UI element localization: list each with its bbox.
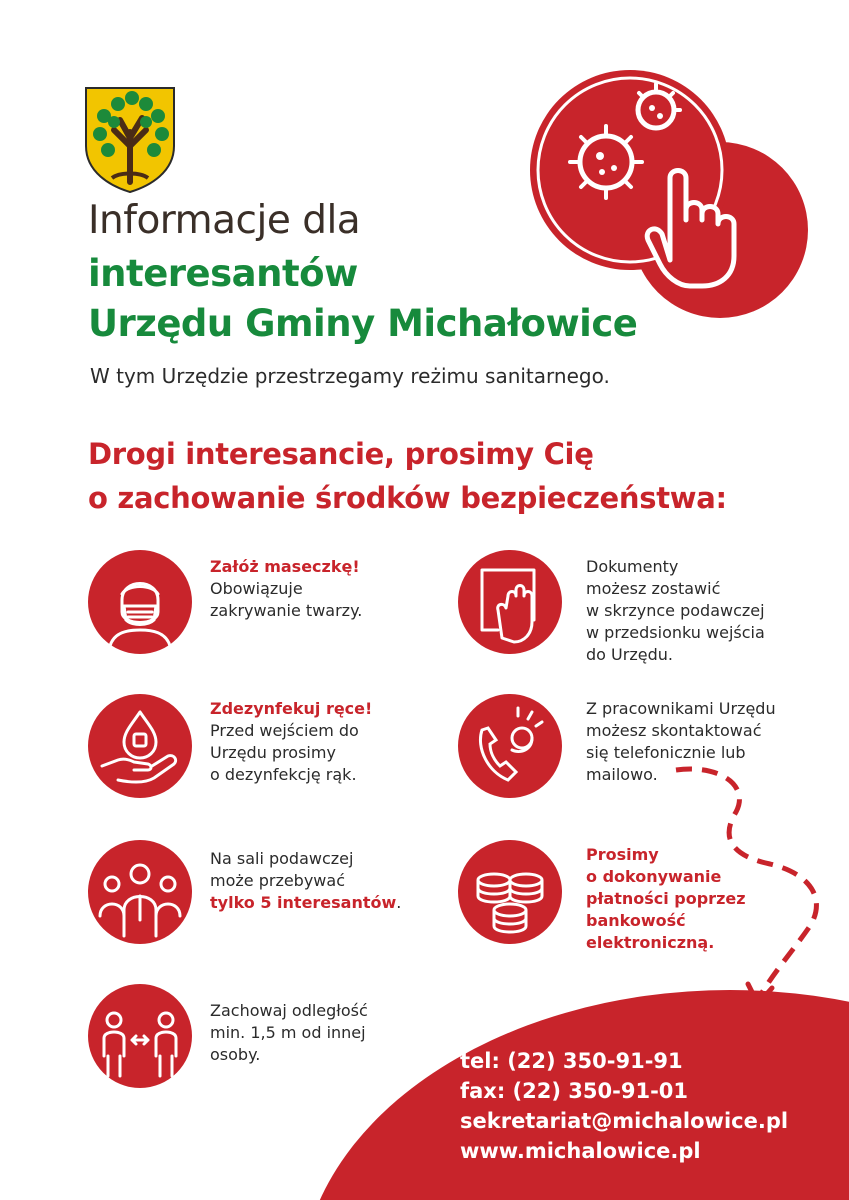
item-documents-line: do Urzędu. — [586, 645, 673, 664]
contact-fax: fax: (22) 350-91-01 — [460, 1079, 689, 1103]
item-sanitize-text — [210, 698, 372, 786]
item-mask-line: Obowiązuje — [210, 579, 303, 598]
group-people-icon — [88, 840, 192, 944]
headline-line-1: Drogi interesancie, prosimy Cię — [88, 437, 594, 471]
title-line-2: interesantów — [88, 252, 358, 295]
item-payment-line: o dokonywanie — [586, 867, 722, 886]
document-hand-icon — [458, 550, 562, 654]
item-limit-emphasis: tylko 5 interesantów — [210, 893, 397, 912]
item-documents-text — [586, 556, 765, 666]
title-line-1: Informacje dla — [88, 198, 361, 243]
hand-sanitizer-icon — [88, 694, 192, 798]
headline — [88, 432, 727, 520]
item-contact-line: mailowo. — [586, 765, 658, 784]
mask-face-icon — [88, 550, 192, 654]
item-sanitize-highlight: Zdezynfekuj ręce! — [210, 699, 373, 718]
item-contact-text — [586, 698, 776, 786]
item-payment-line: elektroniczną. — [586, 933, 715, 952]
title-line-3: Urzędu Gminy Michałowice — [88, 302, 638, 345]
coins-icon — [458, 840, 562, 944]
contact-phone[interactable]: tel: (22) 350-91-91 — [460, 1049, 683, 1073]
item-distance-line: min. 1,5 m od innej — [210, 1023, 366, 1042]
item-sanitize-line: o dezynfekcję rąk. — [210, 765, 357, 784]
headline-line-2: o zachowanie środków bezpieczeństwa: — [88, 481, 727, 515]
item-contact-line: się telefonicznie lub — [586, 743, 746, 762]
virus-touch-icon — [520, 60, 820, 320]
item-documents-line: możesz zostawić — [586, 579, 721, 598]
coat-of-arms-icon — [84, 86, 176, 194]
contact-email-link[interactable]: sekretariat@michalowice.pl — [460, 1109, 789, 1133]
item-limit-suffix: . — [396, 893, 402, 912]
item-sanitize-line: Urzędu prosimy — [210, 743, 336, 762]
item-documents-line: w przedsionku wejścia — [586, 623, 765, 642]
item-payment-text — [586, 844, 746, 954]
contact-website-link[interactable]: www.michalowice.pl — [460, 1139, 701, 1163]
item-distance-line: Zachowaj odległość — [210, 1001, 368, 1020]
item-distance-text — [210, 1000, 368, 1066]
item-mask-line: zakrywanie twarzy. — [210, 601, 363, 620]
item-limit-line: może przebywać — [210, 871, 345, 890]
item-mask-text — [210, 556, 362, 622]
item-payment-line: bankowość — [586, 911, 686, 930]
item-documents-line: Dokumenty — [586, 557, 679, 576]
contact-block — [460, 1046, 788, 1166]
item-documents-line: w skrzynce podawczej — [586, 601, 765, 620]
item-sanitize-line: Przed wejściem do — [210, 721, 359, 740]
distance-people-icon — [88, 984, 192, 1088]
item-mask-highlight: Załóż maseczkę! — [210, 557, 360, 576]
item-distance-line: osoby. — [210, 1045, 261, 1064]
item-contact-line: możesz skontaktować — [586, 721, 762, 740]
item-limit-emphasis-line — [210, 892, 401, 914]
item-limit-line: Na sali podawczej — [210, 849, 354, 868]
item-payment-line: płatności poprzez — [586, 889, 746, 908]
item-contact-line: Z pracownikami Urzędu — [586, 699, 776, 718]
item-limit-text — [210, 848, 401, 914]
item-payment-line: Prosimy — [586, 845, 659, 864]
subtitle: W tym Urzędzie przestrzegamy reżimu sanitarnego. — [90, 364, 610, 388]
phone-email-icon — [458, 694, 562, 798]
